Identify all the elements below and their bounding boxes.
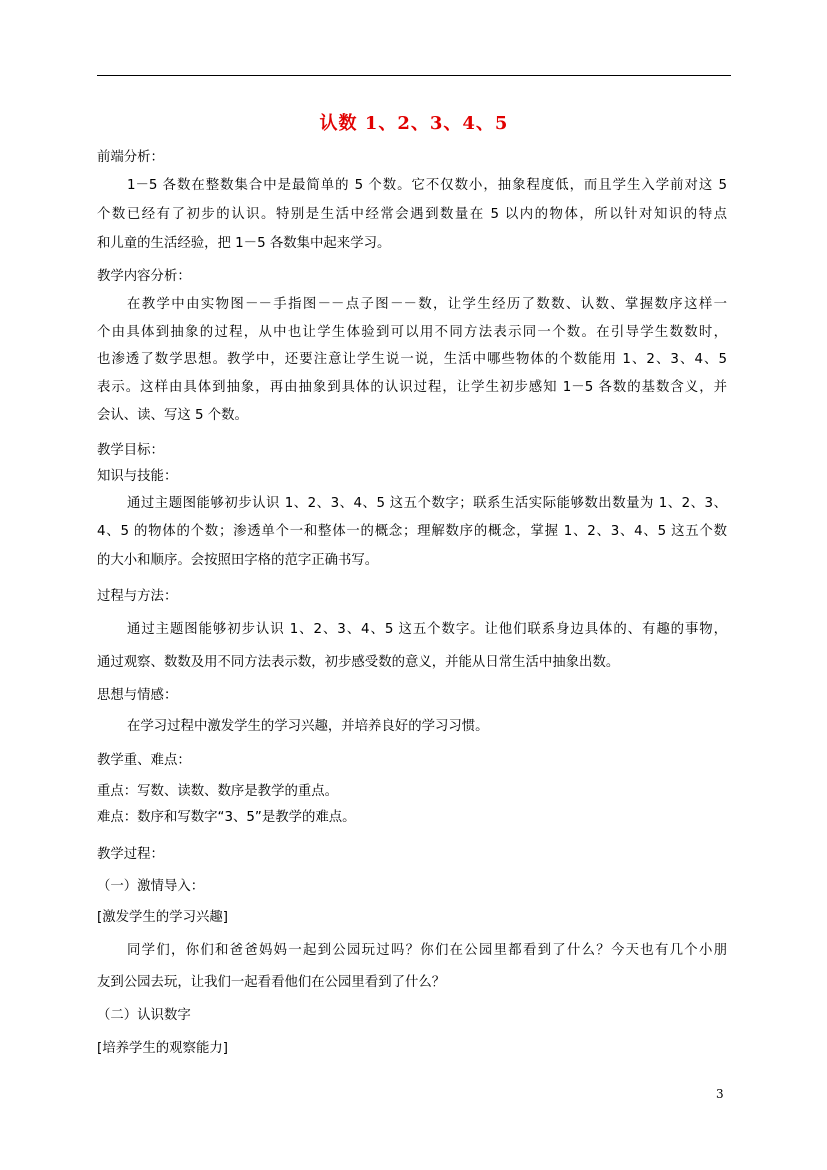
section-heading-teaching-process: 教学过程：: [97, 847, 164, 862]
section-heading-key-points: 教学重、难点：: [97, 753, 191, 768]
paragraph-line: 4、5 的物体的个数；渗透单个一和整体一的概念；理解数序的概念，掌握 1、2、3、4、5 这五个数: [97, 524, 727, 539]
paragraph-line: 通过主题图能够初步认识 1、2、3、4、5 这五个数字；联系生活实际能够数出数量为 1、2、3、: [127, 496, 727, 511]
page-number: 3: [716, 1087, 724, 1101]
paragraph-line: 通过主题图能够初步认识 1、2、3、4、5 这五个数字。让他们联系身边具体的、有趣的事物，: [127, 622, 727, 637]
paragraph-line: 在学习过程中激发学生的学习兴趣，并培养良好的学习习惯。: [127, 719, 489, 734]
difficult-point-line: 难点：数序和写数字“3、5”是教学的难点。: [97, 810, 356, 825]
paragraph-line: 友到公园去玩，让我们一起看看他们在公园里看到了什么？: [97, 975, 446, 990]
subheading-thoughts-emotions: 思想与情感：: [97, 688, 178, 703]
bracket-note: [激发学生的学习兴趣]: [97, 910, 228, 925]
bracket-note: [培养学生的观察能力]: [97, 1041, 228, 1056]
section-heading-front-analysis: 前端分析：: [97, 150, 164, 165]
paragraph-line: 个由具体到抽象的过程，从中也让学生体验到可以用不同方法表示同一个数。在引导学生数数时，: [97, 325, 727, 340]
subheading-step-one: （一）激情导入：: [97, 879, 205, 894]
subheading-process-methods: 过程与方法：: [97, 589, 178, 604]
paragraph-line: 表示。这样由具体到抽象，再由抽象到具体的认识过程，让学生初步感知 1－5 各数的基数含义，并: [97, 380, 727, 395]
page-title: 认数 1、2、3、4、5: [319, 113, 509, 134]
header-rule: [97, 75, 731, 76]
section-heading-content-analysis: 教学内容分析：: [97, 269, 191, 284]
paragraph-line: 的大小和顺序。会按照田字格的范字正确书写。: [97, 553, 379, 568]
subheading-step-two: （二）认识数字: [97, 1008, 191, 1023]
key-point-line: 重点：写数、读数、数序是教学的重点。: [97, 784, 339, 799]
paragraph-line: 通过观察、数数及用不同方法表示数，初步感受数的意义，并能从日常生活中抽象出数。: [97, 655, 620, 670]
paragraph-line: 1－5 各数在整数集合中是最简单的 5 个数。它不仅数小，抽象程度低，而且学生入学前对这 5: [127, 178, 727, 193]
paragraph-line: 个数已经有了初步的认识。特别是生活中经常会遇到数量在 5 以内的物体，所以针对知识的特点: [97, 207, 727, 222]
paragraph-line: 和儿童的生活经验，把 1－5 各数集中起来学习。: [97, 236, 391, 251]
paragraph-line: 也渗透了数学思想。教学中，还要注意让学生说一说，生活中哪些物体的个数能用 1、2、3、4、5: [97, 352, 727, 367]
paragraph-line: 同学们，你们和爸爸妈妈一起到公园玩过吗？你们在公园里都看到了什么？今天也有几个小朋: [127, 943, 727, 958]
paragraph-line: 在教学中由实物图－－手指图－－点子图－－数，让学生经历了数数、认数、掌握数序这样一: [127, 297, 727, 312]
subheading-knowledge-skills: 知识与技能：: [97, 469, 178, 484]
section-heading-teaching-goals: 教学目标：: [97, 443, 164, 458]
paragraph-line: 会认、读、写这 5 个数。: [97, 408, 248, 423]
